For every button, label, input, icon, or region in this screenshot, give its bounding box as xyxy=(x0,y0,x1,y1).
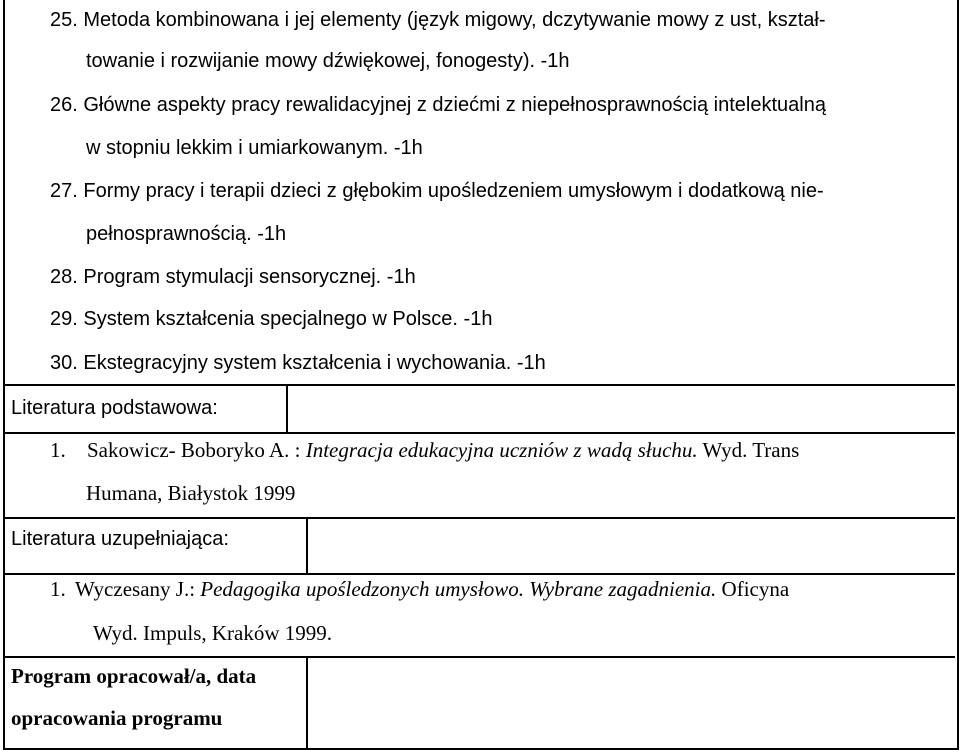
topic-27-line2: pełnosprawnością. -1h xyxy=(86,223,287,245)
topic-30: 30. Ekstegracyjny system kształcenia i wychowania. -1h xyxy=(50,352,546,374)
divider-supp-bottom xyxy=(5,573,955,575)
lit-basic-publisher: Wyd. Trans xyxy=(697,438,800,462)
prepared-by-line2: opracowania programu xyxy=(11,706,223,730)
topic-26-line2: w stopniu lekkim i umiarkowanym. -1h xyxy=(86,137,423,159)
lit-supp-num: 1. xyxy=(50,577,66,601)
lit-supp-author: Wyczesany J.: xyxy=(75,577,201,601)
lit-basic-entry xyxy=(50,437,799,463)
lit-supp-publisher: Oficyna xyxy=(716,577,790,601)
divider-supp-top xyxy=(5,517,955,519)
divider-basic-top xyxy=(5,384,955,386)
topic-27-line1: 27. Formy pracy i terapii dzieci z głębokim upośledzeniem umysłowym i dodatkową nie- xyxy=(50,180,824,202)
topic-26-line1: 26. Główne aspekty pracy rewalidacyjnej z dziećmi z niepełnosprawnością intelektualną xyxy=(50,94,826,116)
prepared-by-line1: Program opracował/a, data xyxy=(11,664,257,688)
divider-supp-vertical xyxy=(306,517,308,574)
topic-29: 29. System kształcenia specjalnego w Polsce. -1h xyxy=(50,308,493,330)
divider-basic-vertical xyxy=(286,384,288,433)
topic-28: 28. Program stymulacji sensorycznej. -1h xyxy=(50,266,416,288)
lit-basic-num: 1. xyxy=(50,438,66,462)
divider-basic-bottom xyxy=(5,432,955,434)
lit-basic-publisher-line2: Humana, Białystok 1999 xyxy=(86,481,296,505)
divider-prepared-vertical xyxy=(306,656,308,748)
lit-supp-heading: Literatura uzupełniająca: xyxy=(11,528,229,550)
topic-25-line2: towanie i rozwijanie mowy dźwiękowej, fonogesty). -1h xyxy=(86,50,570,72)
topic-25-line1: 25. Metoda kombinowana i jej elementy (język migowy, dczytywanie mowy z ust, kształ- xyxy=(50,9,826,31)
lit-supp-entry xyxy=(50,576,789,602)
lit-basic-title: Integracja edukacyjna uczniów z wadą słuchu. xyxy=(305,438,698,462)
divider-prepared-top xyxy=(5,656,955,658)
lit-basic-author: Sakowicz- Boboryko A. : xyxy=(87,438,306,462)
lit-basic-heading: Literatura podstawowa: xyxy=(11,397,218,419)
lit-supp-title: Pedagogika upośledzonych umysłowo. Wybrane zagadnienia. xyxy=(200,577,717,601)
lit-supp-publisher-line2: Wyd. Impuls, Kraków 1999. xyxy=(93,621,333,645)
